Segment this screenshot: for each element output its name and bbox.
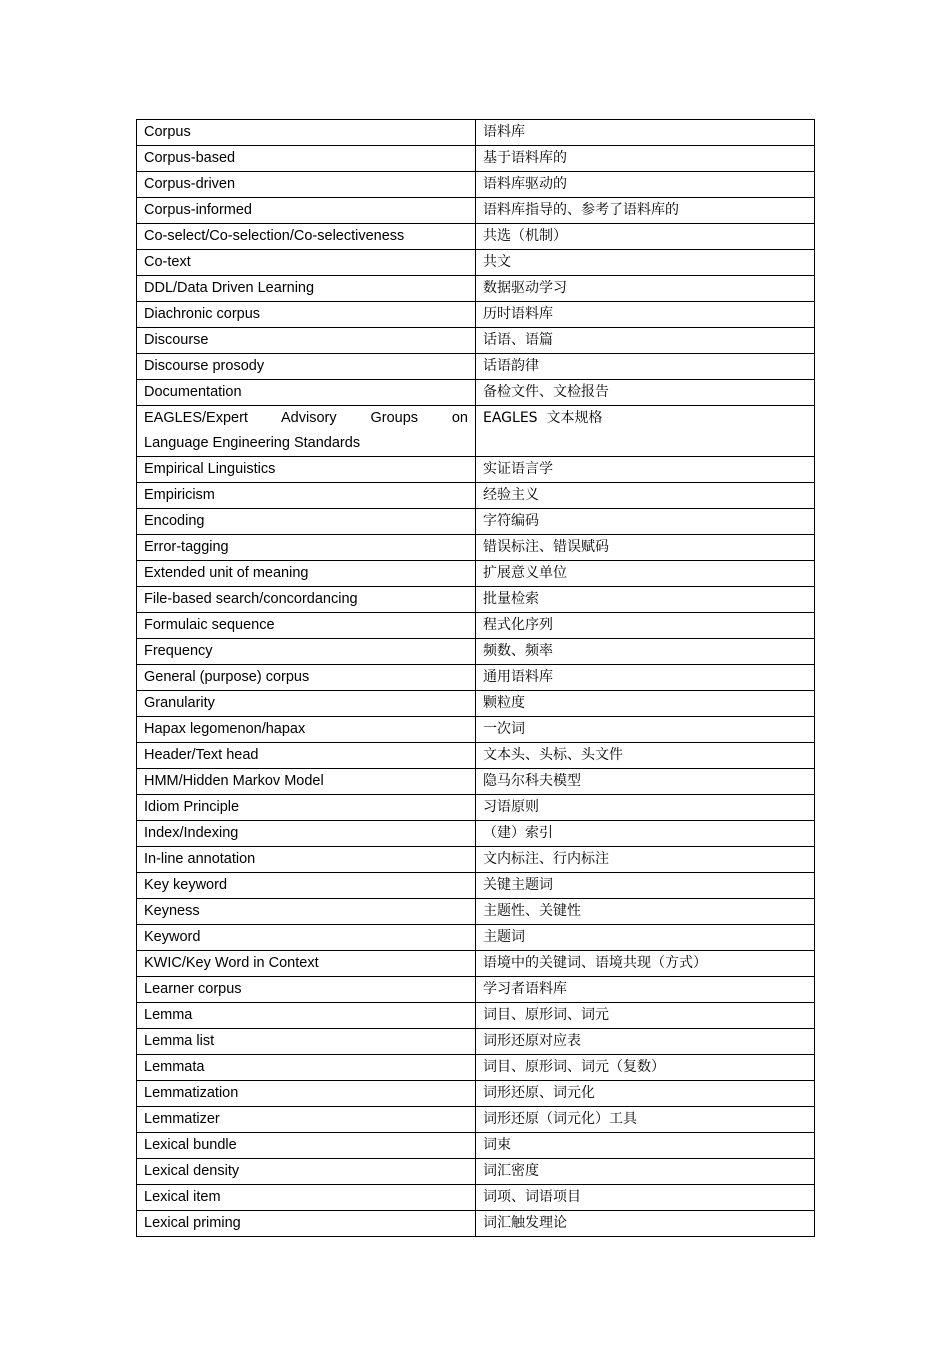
- translation-cell: 语料库: [476, 120, 815, 146]
- term-cell: Hapax legomenon/hapax: [137, 717, 476, 743]
- translation-cell: 学习者语料库: [476, 977, 815, 1003]
- term-cell: Formulaic sequence: [137, 613, 476, 639]
- translation-cell: 隐马尔科夫模型: [476, 769, 815, 795]
- translation-cell: [476, 406, 815, 457]
- table-row: [137, 561, 815, 587]
- term-cell: Diachronic corpus: [137, 302, 476, 328]
- term-cell: Co-select/Co-selection/Co-selectiveness: [137, 224, 476, 250]
- term-cell: Lemma: [137, 1003, 476, 1029]
- term-cell: Index/Indexing: [137, 821, 476, 847]
- translation-cell: 共选（机制）: [476, 224, 815, 250]
- translation-cell: 批量检索: [476, 587, 815, 613]
- term-cell: Error-tagging: [137, 535, 476, 561]
- term-cell: Learner corpus: [137, 977, 476, 1003]
- translation-cell: 主题性、关键性: [476, 899, 815, 925]
- translation-cell: 关键主题词: [476, 873, 815, 899]
- table-row: [137, 406, 815, 457]
- term-cell: Lexical bundle: [137, 1133, 476, 1159]
- translation-cell: 实证语言学: [476, 457, 815, 483]
- term-cell: Encoding: [137, 509, 476, 535]
- translation-cell: 词形还原（词元化）工具: [476, 1107, 815, 1133]
- translation-cell: 共文: [476, 250, 815, 276]
- term-cell: Corpus-informed: [137, 198, 476, 224]
- term-cell: Lexical density: [137, 1159, 476, 1185]
- term-cell: Discourse: [137, 328, 476, 354]
- translation-cell: 词汇密度: [476, 1159, 815, 1185]
- term-cell: Lexical priming: [137, 1211, 476, 1237]
- table-row: [137, 1055, 815, 1081]
- table-row: [137, 198, 815, 224]
- term-cell: Keyword: [137, 925, 476, 951]
- table-row: [137, 717, 815, 743]
- term-cell: Corpus: [137, 120, 476, 146]
- translation-cell: 一次词: [476, 717, 815, 743]
- table-row: [137, 250, 815, 276]
- table-row: [137, 691, 815, 717]
- table-row: [137, 380, 815, 406]
- term-cell: [137, 406, 476, 457]
- table-row: [137, 146, 815, 172]
- term-cell: Lemmatizer: [137, 1107, 476, 1133]
- table-row: [137, 873, 815, 899]
- table-row: [137, 483, 815, 509]
- translation-cell: 备检文件、文检报告: [476, 380, 815, 406]
- translation-cell: 经验主义: [476, 483, 815, 509]
- table-row: [137, 535, 815, 561]
- table-row: [137, 613, 815, 639]
- translation-cell: 字符编码: [476, 509, 815, 535]
- translation-cell: 基于语料库的: [476, 146, 815, 172]
- table-row: [137, 457, 815, 483]
- table-row: [137, 1029, 815, 1055]
- term-cell: General (purpose) corpus: [137, 665, 476, 691]
- table-row: [137, 120, 815, 146]
- table-row: [137, 1003, 815, 1029]
- translation-cell: 语料库指导的、参考了语料库的: [476, 198, 815, 224]
- term-cell: Key keyword: [137, 873, 476, 899]
- translation-cell: 错误标注、错误赋码: [476, 535, 815, 561]
- term-cell: Lemmata: [137, 1055, 476, 1081]
- translation-cell: 语料库驱动的: [476, 172, 815, 198]
- term-cell: Co-text: [137, 250, 476, 276]
- term-cell: In-line annotation: [137, 847, 476, 873]
- term-cell: Extended unit of meaning: [137, 561, 476, 587]
- table-row: [137, 977, 815, 1003]
- table-row: [137, 1159, 815, 1185]
- term-cell: Empirical Linguistics: [137, 457, 476, 483]
- table-row: [137, 328, 815, 354]
- term-cell: Lemma list: [137, 1029, 476, 1055]
- term-cell: Lemmatization: [137, 1081, 476, 1107]
- table-row: [137, 743, 815, 769]
- table-row: [137, 847, 815, 873]
- translation-line: EAGLES 文本规格: [483, 410, 603, 426]
- table-row: [137, 302, 815, 328]
- table-row: [137, 354, 815, 380]
- translation-cell: 历时语料库: [476, 302, 815, 328]
- glossary-table: [136, 119, 815, 1237]
- table-row: [137, 1133, 815, 1159]
- translation-cell: 词形还原对应表: [476, 1029, 815, 1055]
- term-cell: Discourse prosody: [137, 354, 476, 380]
- term-cell: Corpus-driven: [137, 172, 476, 198]
- translation-cell: 主题词: [476, 925, 815, 951]
- table-row: [137, 821, 815, 847]
- translation-cell: 颗粒度: [476, 691, 815, 717]
- translation-cell: 程式化序列: [476, 613, 815, 639]
- table-row: [137, 951, 815, 977]
- term-cell: Keyness: [137, 899, 476, 925]
- translation-cell: 文本头、头标、头文件: [476, 743, 815, 769]
- table-row: [137, 1185, 815, 1211]
- table-row: [137, 276, 815, 302]
- translation-cell: 词束: [476, 1133, 815, 1159]
- glossary-body: [137, 120, 815, 1237]
- term-cell: Idiom Principle: [137, 795, 476, 821]
- term-cell: Lexical item: [137, 1185, 476, 1211]
- table-row: [137, 509, 815, 535]
- translation-cell: （建）索引: [476, 821, 815, 847]
- translation-cell: 习语原则: [476, 795, 815, 821]
- term-cell: Corpus-based: [137, 146, 476, 172]
- term-cell: Header/Text head: [137, 743, 476, 769]
- translation-cell: 文内标注、行内标注: [476, 847, 815, 873]
- translation-cell: 通用语料库: [476, 665, 815, 691]
- table-row: [137, 769, 815, 795]
- table-row: [137, 795, 815, 821]
- table-row: [137, 925, 815, 951]
- translation-cell: 词汇触发理论: [476, 1211, 815, 1237]
- term-cell: Frequency: [137, 639, 476, 665]
- table-row: [137, 665, 815, 691]
- translation-cell: 词目、原形词、词元（复数）: [476, 1055, 815, 1081]
- table-row: [137, 899, 815, 925]
- translation-cell: 话语、语篇: [476, 328, 815, 354]
- term-cell: Granularity: [137, 691, 476, 717]
- translation-cell: 语境中的关键词、语境共现（方式）: [476, 951, 815, 977]
- translation-cell: 词形还原、词元化: [476, 1081, 815, 1107]
- table-row: [137, 1211, 815, 1237]
- term-line-1: EAGLES/Expert Advisory Groups on: [144, 410, 468, 426]
- term-cell: Empiricism: [137, 483, 476, 509]
- term-cell: DDL/Data Driven Learning: [137, 276, 476, 302]
- term-line-2: Language Engineering Standards: [144, 435, 361, 451]
- translation-cell: 词项、词语项目: [476, 1185, 815, 1211]
- translation-cell: 频数、频率: [476, 639, 815, 665]
- table-row: [137, 224, 815, 250]
- table-row: [137, 172, 815, 198]
- table-row: [137, 1107, 815, 1133]
- table-row: [137, 639, 815, 665]
- term-cell: File-based search/concordancing: [137, 587, 476, 613]
- term-cell: HMM/Hidden Markov Model: [137, 769, 476, 795]
- translation-cell: 话语韵律: [476, 354, 815, 380]
- term-cell: Documentation: [137, 380, 476, 406]
- table-row: [137, 1081, 815, 1107]
- translation-cell: 数据驱动学习: [476, 276, 815, 302]
- table-row: [137, 587, 815, 613]
- translation-cell: 词目、原形词、词元: [476, 1003, 815, 1029]
- translation-cell: 扩展意义单位: [476, 561, 815, 587]
- term-cell: KWIC/Key Word in Context: [137, 951, 476, 977]
